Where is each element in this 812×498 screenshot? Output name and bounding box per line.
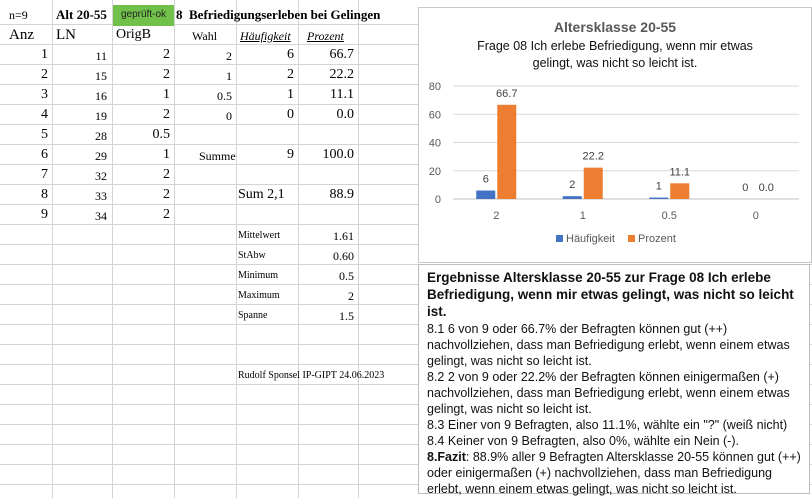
anz-cell[interactable]: 2 [41,67,48,82]
ln-cell[interactable]: 32 [95,169,107,183]
stat-label[interactable]: Minimum [238,270,279,281]
summe-prozent[interactable]: 100.0 [322,147,354,162]
origb-cell[interactable]: 2 [163,47,170,62]
origb-cell[interactable]: 0.5 [152,127,170,142]
legend-swatch [556,235,563,242]
stat-label[interactable]: StAbw [238,250,266,261]
legend-swatch [628,235,635,242]
prozent-cell[interactable]: 11.1 [330,87,354,102]
anz-cell[interactable]: 8 [41,187,48,202]
summe-haeufigkeit[interactable]: 9 [287,147,294,162]
stat-value[interactable]: 0.5 [339,269,354,283]
stat-label[interactable]: Maximum [238,290,280,301]
chart-canvas [419,8,811,262]
data-label: 0.0 [758,182,774,194]
prozent-cell[interactable]: 0.0 [336,107,354,122]
result-paragraph: 8.2 2 von 9 oder 22.2% der Befragten können einigermaßen (+) nachvollziehen, dass man Befriedigung erlebt, wenn einem etwas gelingt, was nicht so leicht ist. [427,370,790,416]
x-tick-label: 0 [752,210,759,222]
result-fazit [427,449,801,497]
y-tick-label: 80 [428,81,441,93]
y-tick-label: 60 [428,109,441,122]
question-title-cell[interactable]: Befriedigungserleben bei Gelingen [189,7,381,22]
haeufigkeit-cell[interactable]: 0 [287,107,294,122]
result-paragraph: 8.3 Einer von 9 Befragten, also 11.1%, wählte ein "?" (weiß nicht) [427,418,788,432]
ln-cell[interactable]: 16 [95,89,107,103]
wahl-cell[interactable]: 0.5 [217,89,232,103]
sample-size-cell[interactable]: n=9 [9,8,28,22]
wahl-cell[interactable]: 1 [226,69,232,83]
result-paragraph: 8.4 Keiner von 9 Befragten, also 0%, wählte ein Nein (-). [427,434,739,448]
status-badge[interactable]: geprüft-ok [113,5,174,26]
fazit-text: : 88.9% aller 9 Befragten Altersklasse 20-55 können gut (++) oder einigermaßen (+) nachvollziehen, dass man Befriedigung erlebt, wenn einem etwas gelingt, was nicht so leicht ist. [427,450,801,496]
header-origb[interactable]: OrigB [116,27,151,42]
ln-cell[interactable]: 34 [95,209,107,223]
question-number-cell[interactable]: 8 [176,7,183,22]
chart-legend [556,233,676,245]
stat-value[interactable]: 2 [348,289,354,303]
chart-subtitle: gelingt, was nicht so leicht ist. [532,56,698,70]
data-label: 22.2 [582,150,604,163]
chart-title: Altersklasse 20-55 [553,19,677,35]
bar-chart[interactable] [418,7,812,263]
summe-label[interactable]: Summe [199,149,236,163]
header-anz[interactable]: Anz [9,27,34,43]
y-tick-label: 20 [428,165,441,178]
origb-cell[interactable]: 1 [163,147,170,162]
chart-subtitle: Frage 08 Ich erlebe Befriedigung, wenn mir etwas [477,39,753,53]
ln-cell[interactable]: 29 [95,149,107,163]
data-label: 11.1 [669,166,691,179]
stat-value[interactable]: 1.61 [333,229,354,243]
anz-cell[interactable]: 6 [41,147,48,162]
bar-haeufigkeit [476,191,495,199]
y-tick-label: 40 [428,137,441,150]
data-label: 0 [742,182,749,194]
anz-cell[interactable]: 9 [41,207,48,222]
ln-cell[interactable]: 19 [95,109,107,123]
data-label: 66.7 [496,87,518,100]
header-prozent[interactable]: Prozent [307,29,344,43]
data-label: 2 [569,179,576,192]
data-label: 6 [482,173,489,186]
stat-value[interactable]: 0.60 [333,249,354,263]
author-credit[interactable]: Rudolf Sponsel IP-GIPT 24.06.2023 [238,370,385,381]
prozent-cell[interactable]: 22.2 [329,67,354,82]
bar-prozent [497,105,516,199]
bar-haeufigkeit [649,198,668,199]
x-tick-label: 2 [493,210,500,222]
results-heading: Ergebnisse Altersklasse 20-55 zur Frage 08 Ich erlebe Befriedigung, wenn mir etwas gelingt, was nicht so leicht ist. [427,270,794,319]
legend-label: Prozent [638,233,676,245]
stat-label[interactable]: Mittelwert [238,230,281,241]
origb-cell[interactable]: 2 [163,67,170,82]
origb-cell[interactable]: 2 [163,207,170,222]
anz-cell[interactable]: 7 [41,167,48,182]
results-textbox[interactable] [418,264,810,494]
anz-cell[interactable]: 5 [41,127,48,142]
ln-cell[interactable]: 15 [95,69,107,83]
sum21-value[interactable]: 88.9 [329,187,354,202]
origb-cell[interactable]: 2 [163,167,170,182]
bar-haeufigkeit [563,196,582,199]
x-tick-label: 1 [579,210,586,222]
origb-cell[interactable]: 2 [163,107,170,122]
wahl-cell[interactable]: 0 [226,109,232,123]
legend-label: Häufigkeit [566,233,615,245]
plot-area [429,81,799,222]
x-tick-label: 0.5 [661,210,677,222]
anz-cell[interactable]: 4 [41,107,48,122]
header-wahl[interactable]: Wahl [192,29,218,43]
haeufigkeit-cell[interactable]: 6 [287,47,294,62]
wahl-cell[interactable]: 2 [226,49,232,63]
origb-cell[interactable]: 1 [163,87,170,102]
stat-label[interactable]: Spanne [238,310,268,321]
origb-cell[interactable]: 2 [163,187,170,202]
anz-cell[interactable]: 3 [41,87,48,102]
sum21-label[interactable]: Sum 2,1 [238,187,285,202]
bar-prozent [670,183,689,199]
y-tick-label: 0 [434,194,441,206]
haeufigkeit-cell[interactable]: 2 [287,67,294,82]
bar-prozent [584,168,603,199]
header-ln[interactable]: LN [56,27,76,43]
ln-cell[interactable]: 33 [95,189,107,203]
ln-cell[interactable]: 11 [95,49,107,63]
ln-cell[interactable]: 28 [95,129,107,143]
age-group-cell[interactable]: Alt 20-55 [56,7,107,22]
header-haeufigkeit[interactable]: Häufigkeit [240,29,291,43]
result-paragraph: 8.1 6 von 9 oder 66.7% der Befragten können gut (++) nachvollziehen, dass man Befriedigung erlebt, wenn einem etwas gelingt, was nicht so leicht ist. [427,322,790,368]
haeufigkeit-cell[interactable]: 1 [287,87,294,102]
anz-cell[interactable]: 1 [41,47,48,62]
fazit-label: 8.Fazit [427,450,466,464]
prozent-cell[interactable]: 66.7 [329,47,354,62]
stat-value[interactable]: 1.5 [339,309,354,323]
data-label: 1 [655,180,662,193]
